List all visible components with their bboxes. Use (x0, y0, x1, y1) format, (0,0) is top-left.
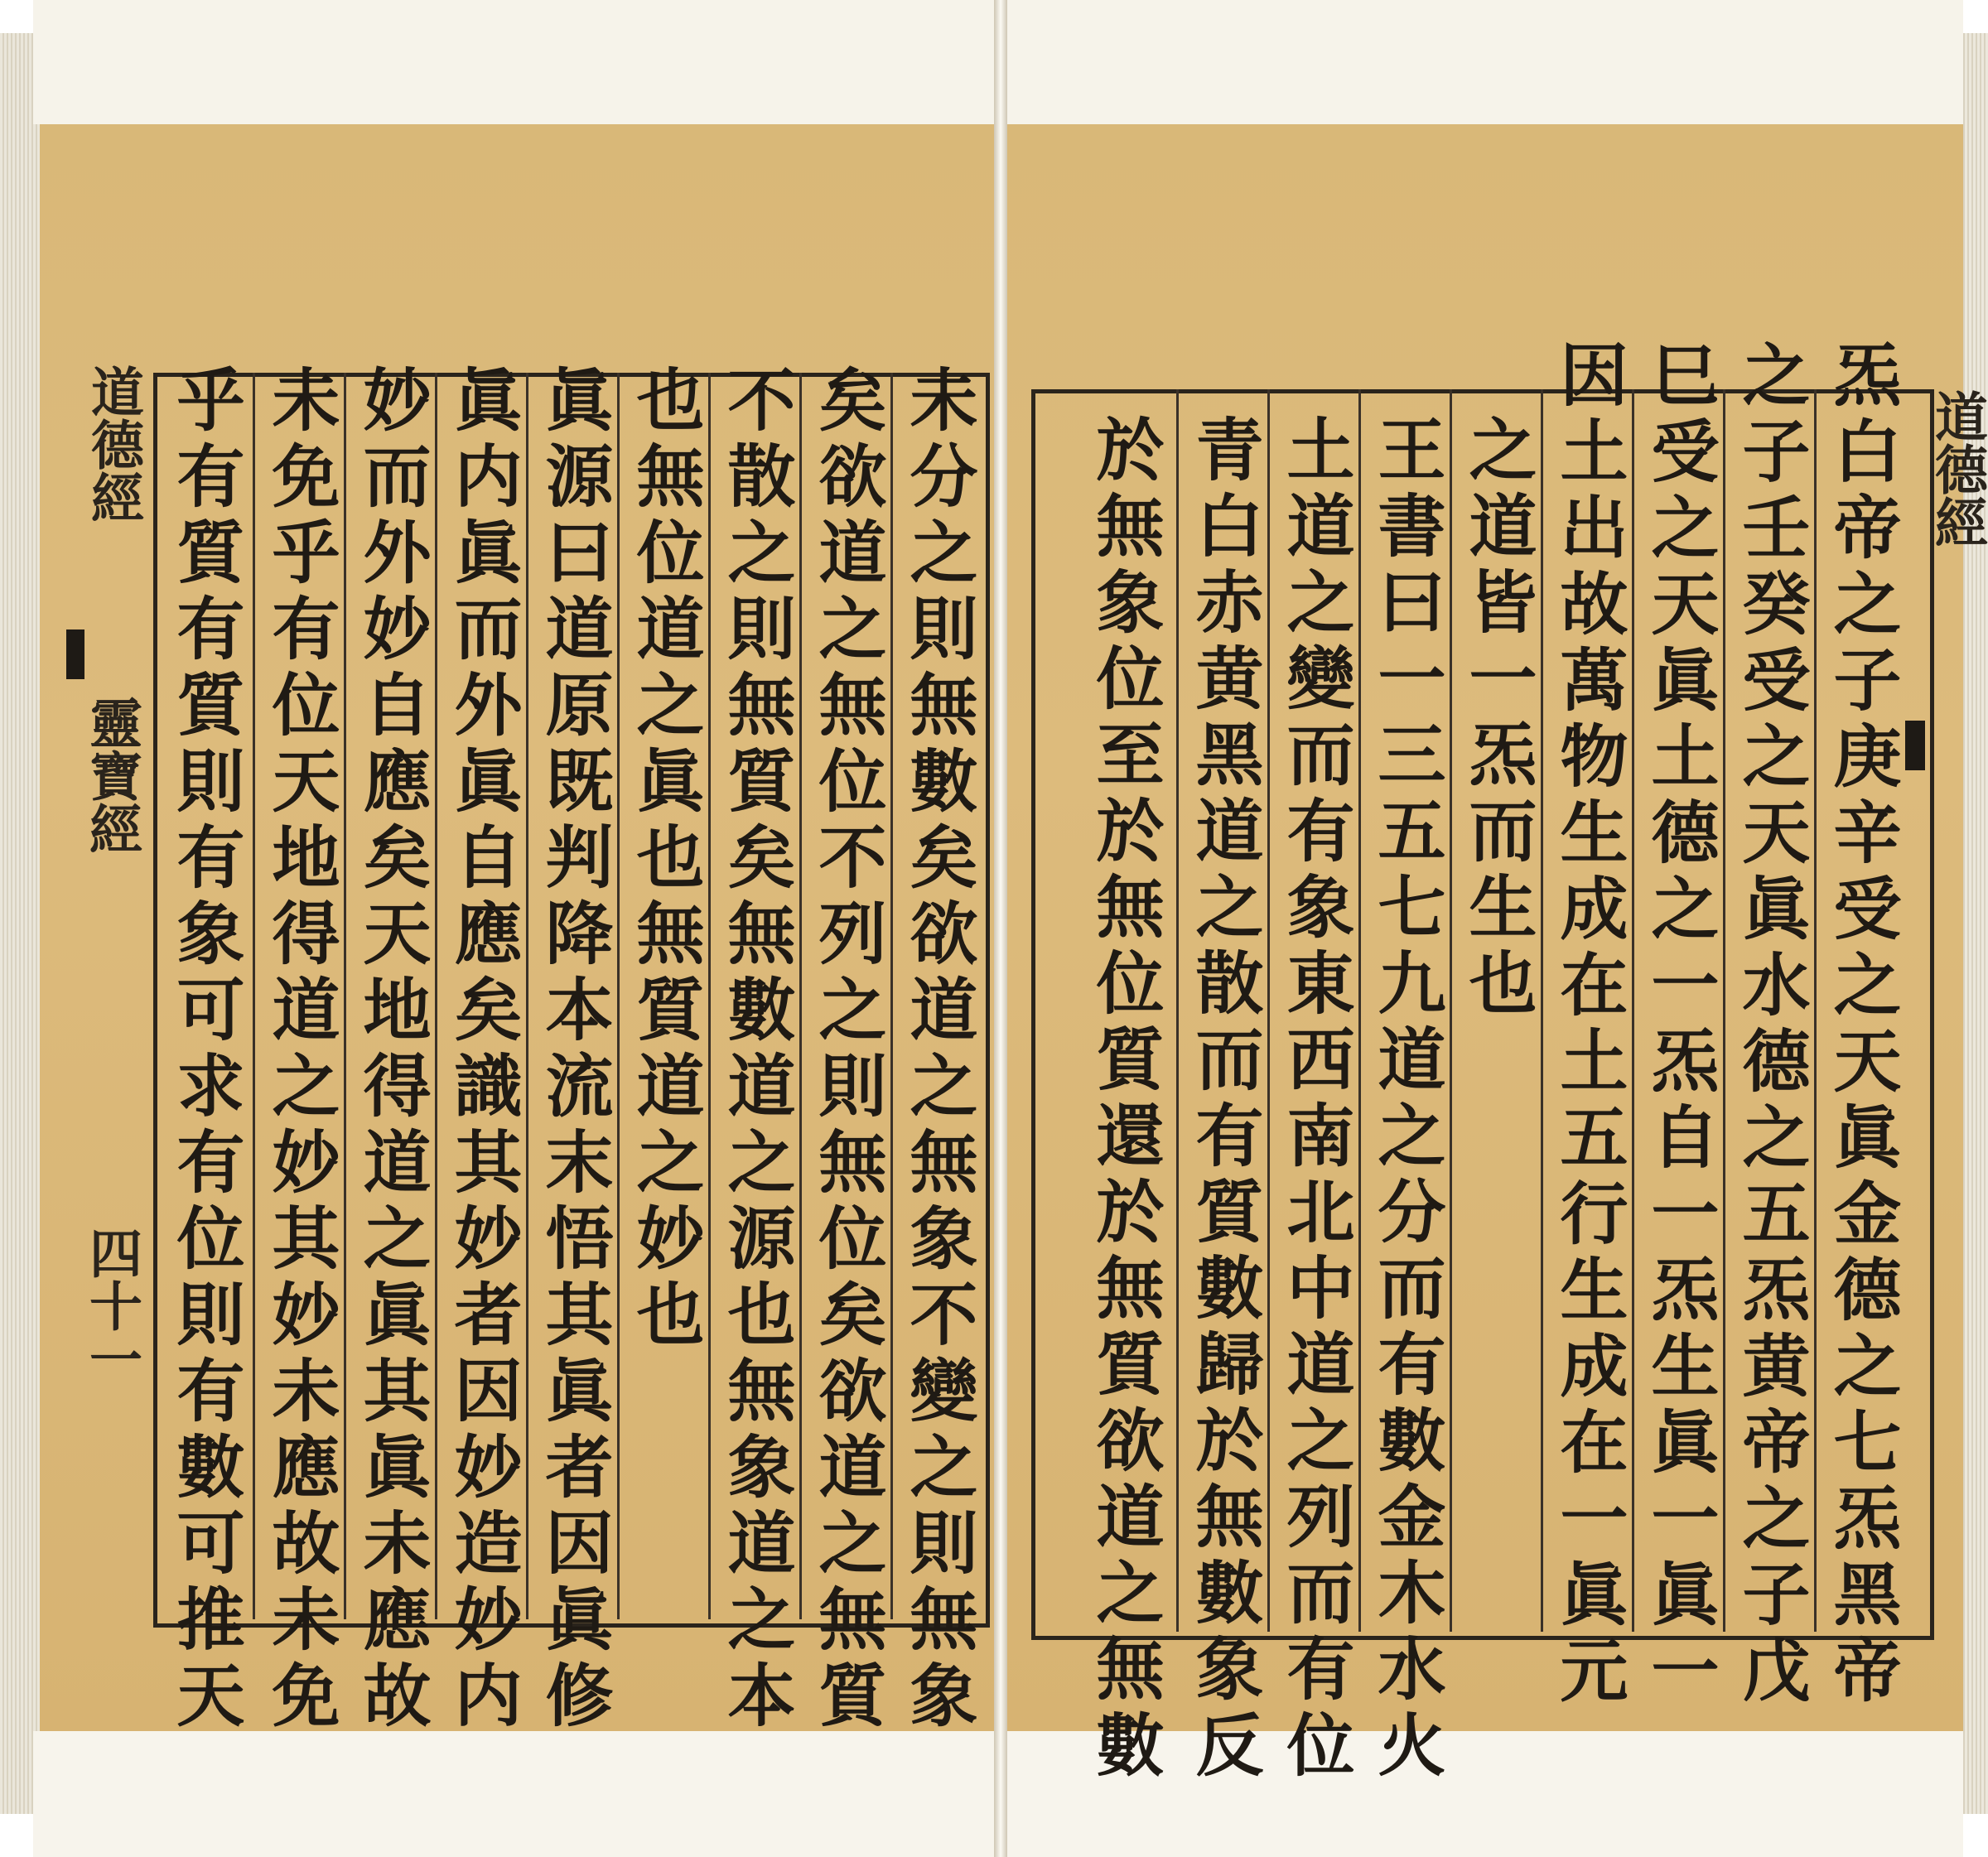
fishtail-mark-right (1905, 721, 1925, 770)
right-column-5: 之道皆一炁而生也 (1458, 414, 1537, 1024)
left-column-9: 乎有質有質則有象可求有位則有數可推天 (166, 364, 245, 1736)
book-gutter (994, 0, 1007, 1857)
column-rule (1176, 389, 1179, 1632)
column-rule (253, 373, 255, 1619)
right-column-6: 王書曰一三五七九道之分而有數金木水火 (1367, 414, 1446, 1786)
column-rule (799, 373, 802, 1619)
left-column-7: 妙而外妙自應矣天地得道之眞其眞未應故 (352, 364, 432, 1736)
left-column-1: 未分之則無數矣欲道之無象不變之則無象 (899, 364, 978, 1736)
left-column-4: 也無位道之眞也無質道之妙也 (625, 364, 705, 1355)
column-rule (1450, 389, 1452, 1632)
left-column-8: 未免乎有位天地得道之妙其妙未應故未免 (261, 364, 340, 1736)
column-rule (617, 373, 620, 1619)
right-column-7: 土道之變而有象東西南北中道之列而有位 (1276, 414, 1355, 1786)
right-margin-title: 道德經 (1926, 389, 1988, 548)
page-edges-right (1963, 33, 1988, 1814)
right-column-8: 青白赤黄黑道之散而有質數歸於無數象反 (1185, 414, 1264, 1786)
column-rule (526, 373, 528, 1619)
left-column-5: 眞源曰道原既判降本流末悟其眞者因眞修 (534, 364, 614, 1736)
left-page-number: 四十一 (80, 1226, 142, 1385)
right-column-2: 之子壬癸受之天眞水德之五炁黄帝之子戊 (1731, 340, 1811, 1711)
right-column-9: 於無象位至於無位質還於無質欲道之無數 (1085, 414, 1165, 1786)
column-rule (1541, 389, 1543, 1632)
column-rule (435, 373, 437, 1619)
left-column-6: 眞内眞而外眞自應矣識其妙者因妙造妙内 (443, 364, 523, 1736)
right-column-4: 因土出故萬物生成在土五行生成在一眞元 (1549, 340, 1629, 1711)
column-rule (1814, 389, 1817, 1632)
column-rule (890, 373, 893, 1619)
left-column-3: 不散之則無質矣無數道之源也無象道之本 (717, 364, 796, 1736)
left-column-2: 矣欲道之無位不列之則無位矣欲道之無質 (808, 364, 887, 1736)
column-rule (1267, 389, 1270, 1632)
right-column-1: 炁白帝之子庚辛受之天眞金德之七炁黑帝 (1822, 340, 1902, 1711)
page-edges-left (0, 33, 40, 1814)
column-rule (1358, 389, 1361, 1632)
column-rule (1723, 389, 1725, 1632)
column-rule (1632, 389, 1634, 1632)
left-margin-title: 道德經 (82, 364, 144, 523)
right-column-3: 巳受之天眞土德之一炁自一炁生眞一眞一 (1640, 340, 1720, 1711)
column-rule (344, 373, 346, 1619)
column-rule (708, 373, 711, 1619)
fishtail-mark (66, 629, 84, 679)
left-margin-label: 靈寶經 (80, 696, 142, 855)
